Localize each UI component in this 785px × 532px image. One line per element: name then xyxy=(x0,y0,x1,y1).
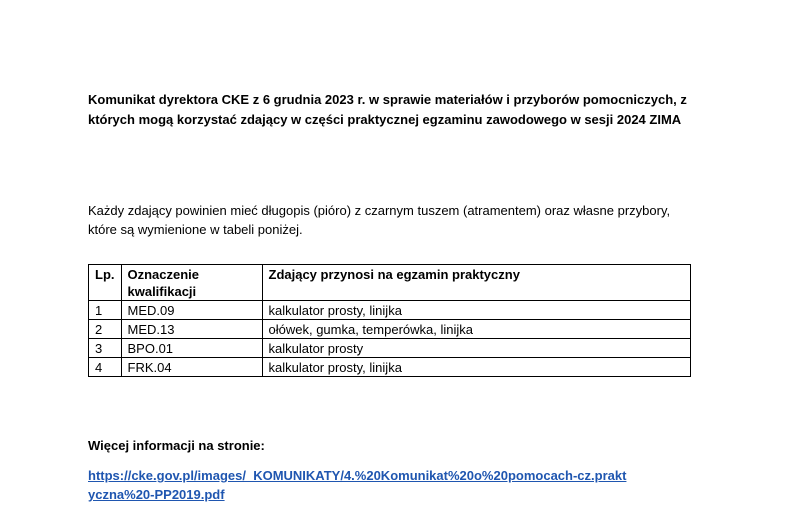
table-row xyxy=(89,358,691,377)
cell-items: kalkulator prosty, linijka xyxy=(262,358,691,377)
document-page xyxy=(88,0,694,532)
cell-qualification-code: MED.09 xyxy=(121,301,262,320)
cell-lp: 4 xyxy=(89,358,122,377)
header-qualification-code: Oznaczenie kwalifikacji xyxy=(121,265,262,301)
table-header-row xyxy=(89,265,691,301)
document-heading: Komunikat dyrektora CKE z 6 grudnia 2023 r. w sprawie materiałów i przyborów pomocniczych, z których mogą korzystać zdający w części praktycznej egzaminu zawodowego w sesji 2024 ZIMA xyxy=(88,92,687,127)
cell-qualification-code: FRK.04 xyxy=(121,358,262,377)
cell-lp: 3 xyxy=(89,339,122,358)
cell-qualification-code: BPO.01 xyxy=(121,339,262,358)
cell-qualification-code: MED.13 xyxy=(121,320,262,339)
intro-paragraph: Każdy zdający powinien mieć długopis (pióro) z czarnym tuszem (atramentem) oraz własne przybory, które są wymienione w tabeli poniżej. xyxy=(88,203,671,237)
table-row xyxy=(89,339,691,358)
table-row xyxy=(89,320,691,339)
header-items: Zdający przynosi na egzamin praktyczny xyxy=(262,265,691,301)
qualifications-table xyxy=(88,264,691,377)
cell-lp: 2 xyxy=(89,320,122,339)
cell-items: kalkulator prosty xyxy=(262,339,691,358)
more-info-link[interactable]: https://cke.gov.pl/images/_KOMUNIKATY/4.%20Komunikat%20o%20pomocach-cz.praktyczna%20-PP2019.pdf xyxy=(88,468,627,502)
cell-lp: 1 xyxy=(89,301,122,320)
cell-items: ołówek, gumka, temperówka, linijka xyxy=(262,320,691,339)
header-lp: Lp. xyxy=(89,265,122,301)
cell-items: kalkulator prosty, linijka xyxy=(262,301,691,320)
more-info-label: Więcej informacji na stronie: xyxy=(88,438,265,453)
table-row xyxy=(89,301,691,320)
